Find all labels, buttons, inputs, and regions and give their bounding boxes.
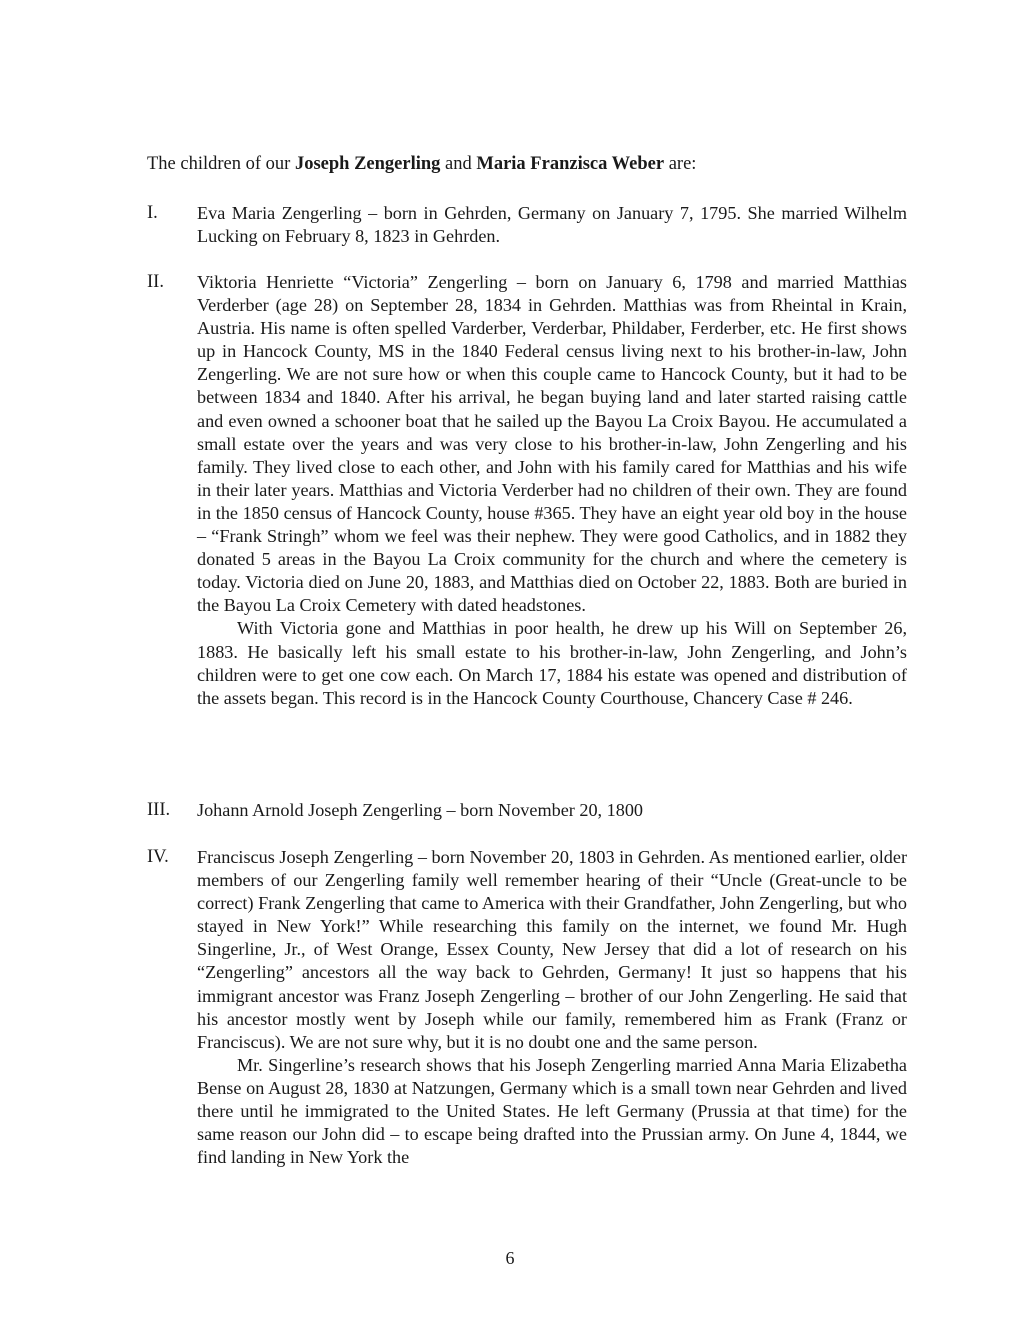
intro-prefix: The children of our xyxy=(147,154,295,174)
entry-paragraph: Mr. Singerline’s research shows that his Joseph Zengerling married Anna Maria Elizabetha Bense on August 28, 1830 at Natzungen, Germany which is a small town near Gehrden and lived there until he immigrated to the United States. He left Germany (Prussia at that time) for the same reason our John did – to escape being drafted into the Prussian army. On June 4, 1844, we find landing in New York the xyxy=(197,1054,907,1168)
intro-line xyxy=(147,152,907,176)
entry-numeral: IV. xyxy=(147,847,169,867)
entry-paragraph: Eva Maria Zengerling – born in Gehrden, Germany on January 7, 1795. She married Wilhelm Lucking on February 8, 1823 in Gehrden. xyxy=(197,203,907,247)
father-name: Joseph Zengerling xyxy=(294,154,441,174)
entry-numeral: II. xyxy=(147,272,164,292)
entry-numeral: III. xyxy=(147,800,171,820)
entry-text xyxy=(197,202,907,248)
entry-text xyxy=(197,799,907,822)
entry-paragraph: Johann Arnold Joseph Zengerling – born November 20, 1800 xyxy=(197,800,644,820)
page-number: 6 xyxy=(505,1248,515,1268)
entry-paragraph: Franciscus Joseph Zengerling – born November 20, 1803 in Gehrden. As mentioned earlier, older members of our Zengerling family well remember hearing of their “Uncle (Great-uncle to be correct) Frank Zengerling that came to America with their Grandfather, John Zengerling, but who stayed in New York!” While researching this family on the internet, we found Mr. Hugh Singerline, Jr., of West Orange, Essex County, New Jersey that did a lot of research on his “Zengerling” ancestors all the way back to Gehrden, Germany! It just so happens that his immigrant ancestor was Franz Joseph Zengerling – brother of our John Zengerling. He said that his ancestor mostly went by Joseph while our family, remembered him as Frank (Franz or Franciscus). We are not sure why, but it is no doubt one and the same person. xyxy=(197,847,907,1052)
intro-middle: and xyxy=(440,154,477,174)
entry-paragraph: With Victoria gone and Matthias in poor health, he drew up his Will on September 26, 1883. He basically left his small estate to his brother-in-law, John Zengerling, and John’s children were to get one cow each. On March 17, 1884 his estate was opened and distribution of the assets began. This record is in the Hancock County Courthouse, Chancery Case # 246. xyxy=(197,618,907,708)
entry-text xyxy=(197,271,907,710)
entry-text xyxy=(197,846,907,1169)
entry-numeral: I. xyxy=(147,203,158,223)
entry-paragraph: Viktoria Henriette “Victoria” Zengerling – born on January 6, 1798 and married Matthias Verderber (age 28) on September 28, 1834 in Gehrden. Matthias was from Rheintal in Krain, Austria. His name is often spelled Varderber, Verderbar, Phildaber, Ferderber, etc. He first shows up in Hancock County, MS in the 1840 Federal census living next to his brother-in-law, John Zengerling. We are not sure how or when this couple came to Hancock County, but it had to be between 1834 and 1840. After his arrival, he began buying land and later started raising cattle and even owned a schooner boat that he sailed up the Bayou La Croix Bayou. He accumulated a small estate over the years and was very close to his brother-in-law, John Zengerling and his family. They lived close to each other, and John with his family cared for Matthias and his wife in their later years. Matthias and Victoria Verderber had no children of their own. They are found in the 1850 census of Hancock County, house #365. They have an eight year old boy in the house – “Frank Stringh” whom we feel was their nephew. They were good Catholics, and in 1882 they donated 5 areas in the Bayou La Croix community for the church and where the cemetery is today. Victoria died on June 20, 1883, and Matthias died on October 22, 1883. Both are buried in the Bayou La Croix Cemetery with dated headstones. xyxy=(197,272,907,616)
mother-name: Maria Franzisca Weber xyxy=(476,154,665,174)
intro-suffix: are: xyxy=(664,154,697,174)
